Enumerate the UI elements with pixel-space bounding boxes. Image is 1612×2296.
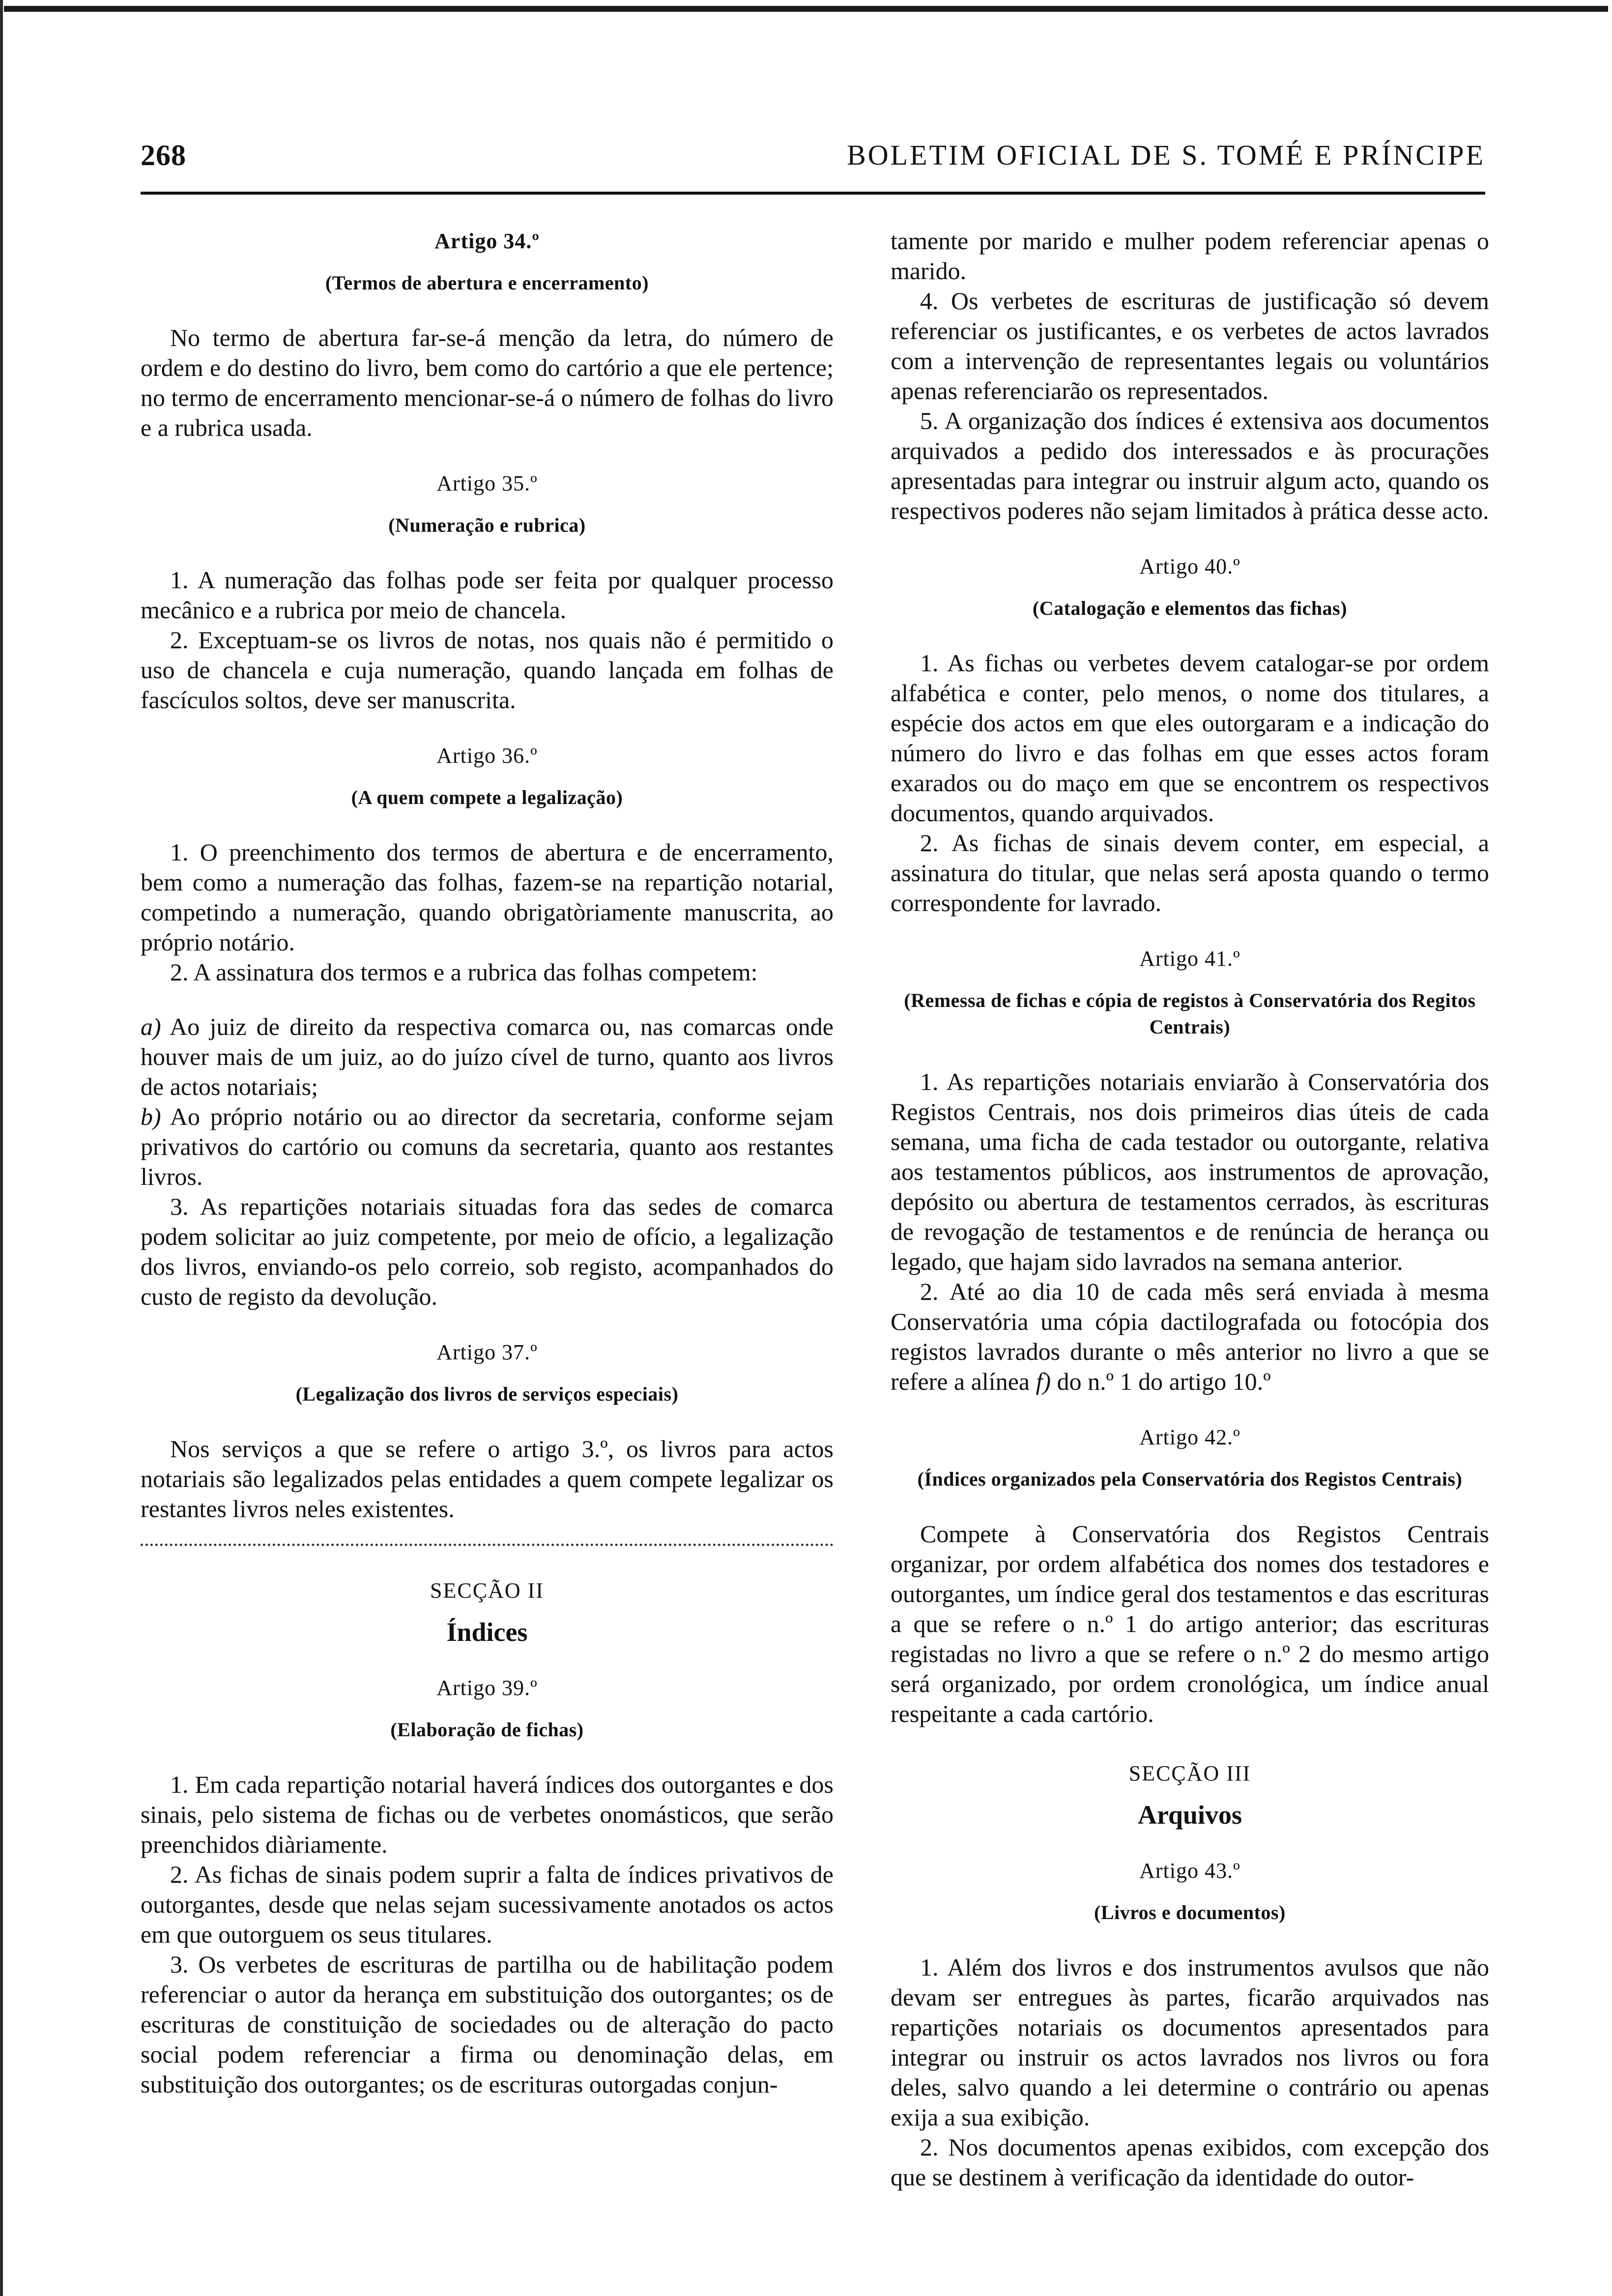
article-42-heading: (Índices organizados pela Conservatória dos Registos Centrais) <box>917 1468 1463 1490</box>
article-36-heading: (A quem compete a legalização) <box>351 786 623 808</box>
article-36-alinea-b <box>141 1102 834 1192</box>
article-37-heading: (Legalização dos livros de serviços especiais) <box>295 1383 679 1405</box>
journal-title: BOLETIM OFICIAL DE S. TOMÉ E PRÍNCIPE <box>847 139 1485 171</box>
page-number: 268 <box>141 139 186 172</box>
top-border-rule <box>4 6 1608 12</box>
article-40-heading: (Catalogação e elementos das fichas) <box>1032 597 1348 619</box>
article-40-paragraph-1: 1. As fichas ou verbetes devem catalogar-se por ordem alfabética e conter, pelo menos, o nome dos titulares, a espécie dos actos em que eles outorgaram e a indicação do número do livro e das folhas em que esses actos foram exarados ou do maço em que se encontrem os respectivos documentos, quando arquivados. <box>891 649 1489 827</box>
article-34-title: Artigo 34.º <box>434 229 540 253</box>
section-3-title: Arquivos <box>1137 1800 1242 1830</box>
article-36-title: Artigo 36.º <box>436 744 538 768</box>
paragraph-text: 2. Até ao dia 10 de cada mês será enviada à mesma Conservatória uma cópia dactilografada ou fotocópia dos registos lavrados durante o mês anterior no livro a que se refere a alínea <box>891 1278 1489 1395</box>
article-41-paragraph-2 <box>891 1277 1489 1397</box>
article-42-title: Artigo 42.º <box>1139 1425 1240 1449</box>
article-41-paragraph-1: 1. As repartições notariais enviarão à Conservatória dos Registos Centrais, nos dois primeiros dias úteis de cada semana, uma ficha de cada testador ou outorgante, relativa aos testamentos públicos, aos instrumentos de aprovação, depósito ou abertura de testamentos cerrados, às escrituras de revogação de testamentos e de renúncia de herança ou legado, que hajam sido lavrados na semana anterior. <box>891 1068 1489 1275</box>
article-43-paragraph-2: 2. Nos documentos apenas exibidos, com excepção dos que se destinem à verificação da identidade do outor- <box>891 2133 1489 2191</box>
article-43-paragraph-1: 1. Além dos livros e dos instrumentos avulsos que não devam ser entregues às partes, ficarão arquivados nas repartições notariais os documentos apresentados para integrar ou instruir os actos lavrados nos livros ou fora deles, salvo quando a lei determine o contrário ou apenas exija a sua exibição. <box>891 1953 1489 2131</box>
right-column <box>891 226 1489 2192</box>
article-35-title: Artigo 35.º <box>436 471 538 495</box>
article-36-paragraph-3: 3. As repartições notariais situadas fora das sedes de comarca podem solicitar ao juiz competente, por meio de ofício, a legalização dos livros, enviando-os pelo correio, sob registo, acompanhados do custo de registo da devolução. <box>141 1193 834 1310</box>
article-39-paragraph-4: 4. Os verbetes de escrituras de justificação só devem referenciar os justificantes, e os verbetes de actos lavrados com a intervenção de representantes legais ou voluntários apenas referenciarão os representados. <box>891 287 1489 404</box>
article-39-paragraph-1: 1. Em cada repartição notarial haverá índices dos outorgantes e dos sinais, pelo sistema de fichas ou de verbetes onomásticos, que serão preenchidos diàriamente. <box>141 1771 834 1858</box>
article-41-heading: (Remessa de fichas e cópia de registos à Conservatória dos Regitos Centrais) <box>904 989 1476 1038</box>
header-rule <box>141 192 1485 195</box>
article-39-paragraph-3: 3. Os verbetes de escrituras de partilha ou de habilitação podem referenciar o autor da herança em substituição dos outorgantes; os de escrituras de constituição de sociedades ou de alteração do pacto social podem referenciar a firma ou denominação delas, em substituição dos outorgantes; os de escrituras outorgadas conjun- <box>141 1951 834 2098</box>
article-36-paragraph-2: 2. A assinatura dos termos e a rubrica das folhas competem: <box>170 958 758 986</box>
page-header <box>141 139 1485 183</box>
alinea-letter: a) <box>141 1013 161 1040</box>
article-39-title: Artigo 39.º <box>436 1676 538 1700</box>
article-39-paragraph-2: 2. As fichas de sinais podem suprir a falta de índices privativos de outorgantes, desde que nelas sejam sucessivamente anotados os actos em que outorguem os seus titulares. <box>141 1861 834 1948</box>
article-41-title: Artigo 41.º <box>1139 947 1240 971</box>
article-39-paragraph-5: 5. A organização dos índices é extensiva aos documentos arquivados a pedido dos interessados e às procurações apresentadas para integrar ou instruir algum acto, quando os respectivos poderes não sejam limitados à prática desse acto. <box>891 407 1489 524</box>
page-left-edge <box>0 0 3 2296</box>
left-column <box>141 226 834 2099</box>
dotted-separator <box>141 1544 834 1546</box>
article-39-heading: (Elaboração de fichas) <box>390 1719 584 1741</box>
article-37-title: Artigo 37.º <box>436 1340 538 1364</box>
alinea-letter: b) <box>141 1103 161 1130</box>
article-36-alinea-a <box>141 1012 834 1102</box>
article-39-paragraph-3-continued: tamente por marido e mulher podem referenciar apenas o marido. <box>891 227 1489 285</box>
article-35-paragraph-2: 2. Exceptuam-se os livros de notas, nos quais não é permitido o uso de chancela e cuja numeração, quando lançada em folhas de fascículos soltos, deve ser manuscrita. <box>141 626 834 714</box>
article-35-paragraph-1: 1. A numeração das folhas pode ser feita por qualquer processo mecânico e a rubrica por meio de chancela. <box>141 566 834 624</box>
section-2-title: Índices <box>446 1617 528 1647</box>
article-40-paragraph-2: 2. As fichas de sinais devem conter, em especial, a assinatura do titular, que nelas será aposta quando o termo correspondente for lavrado. <box>891 829 1489 917</box>
article-34-paragraph: No termo de abertura far-se-á menção da letra, do número de ordem e do destino do livro, bem como do cartório a que ele pertence; no termo de encerramento mencionar-se-á o número de folhas do livro e a rubrica usada. <box>141 324 834 441</box>
article-43-title: Artigo 43.º <box>1139 1859 1240 1883</box>
alinea-letter: f) <box>1036 1368 1051 1395</box>
alinea-text: Ao juiz de direito da respectiva comarca ou, nas comarcas onde houver mais de um juiz, ao do juízo cível de turno, quanto aos livros de actos notariais; <box>141 1013 834 1100</box>
article-42-paragraph: Compete à Conservatória dos Registos Centrais organizar, por ordem alfabética dos nomes dos testadores e outorgantes, um índice geral dos testamentos e das escrituras a que se refere o n.º 1 do artigo anterior; das escrituras registadas no livro a que se refere o n.º 2 do mesmo artigo será organizado, por ordem cronológica, um índice anual respeitante a cada cartório. <box>891 1520 1489 1727</box>
article-35-heading: (Numeração e rubrica) <box>388 514 586 536</box>
alinea-text: Ao próprio notário ou ao director da secretaria, conforme sejam privativos do cartório ou comuns da secretaria, quanto aos restantes livros. <box>141 1103 834 1190</box>
article-40-title: Artigo 40.º <box>1139 554 1240 578</box>
article-37-paragraph: Nos serviços a que se refere o artigo 3.º, os livros para actos notariais são legalizados pelas entidades a quem compete legalizar os restantes livros neles existentes. <box>141 1435 834 1522</box>
section-2-label: SECÇÃO II <box>430 1578 544 1603</box>
article-43-heading: (Livros e documentos) <box>1094 1901 1286 1923</box>
article-36-paragraph-1: 1. O preenchimento dos termos de abertura e de encerramento, bem como a numeração das folhas, fazem-se na repartição notarial, competindo a numeração, quando obrigatòriamente manuscrita, ao próprio notário. <box>141 838 834 956</box>
article-34-heading: (Termos de abertura e encerramento) <box>325 272 649 294</box>
paragraph-text: do n.º 1 do artigo 10.º <box>1051 1368 1271 1395</box>
section-3-label: SECÇÃO III <box>1128 1761 1251 1785</box>
